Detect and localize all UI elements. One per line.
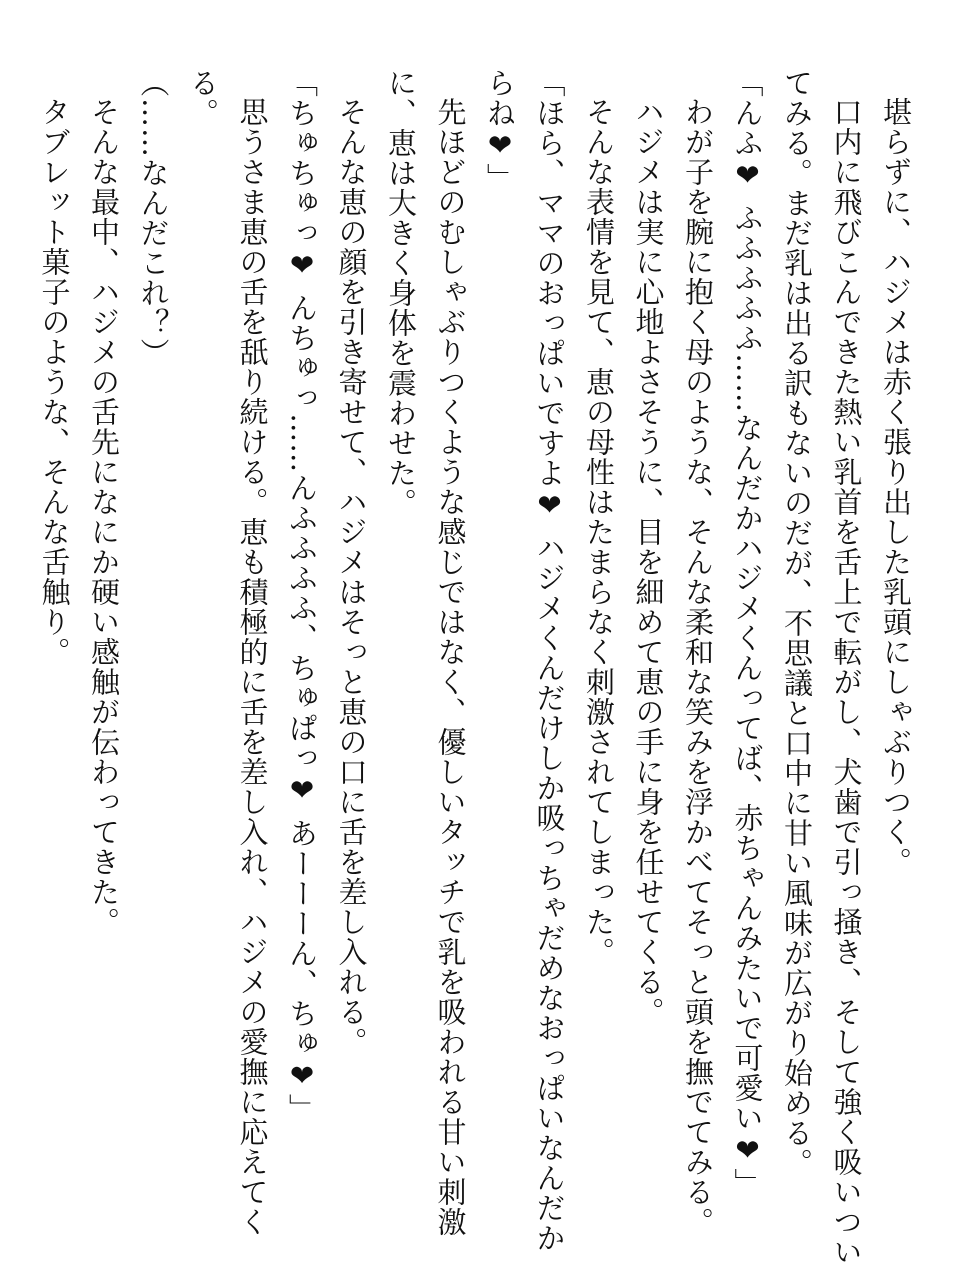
text-line-6: ハジメは実に心地よさそうに、目を細めて恵の手に身を任せてくる。 xyxy=(631,97,666,1027)
text-line-18: タブレット菓子のような、そんな舌触り。 xyxy=(37,97,72,667)
text-line-13: 「ちゅちゅっ❤ んちゅっ……んふふふふ、ちゅぱっ❤ あーーーん、ちゅ❤」 xyxy=(285,68,319,1124)
text-line-8: 「ほら、ママのおっぱいですよ❤ ハジメくんだけしか吸っちゃだめなおっぱいなんだか xyxy=(532,68,567,1254)
text-line-9: らね❤」 xyxy=(483,68,517,193)
vertical-text-body xyxy=(29,68,920,1267)
text-line-2: 口内に飛びこんできた熱い乳首を舌上で転がし、犬歯で引っ掻き、そして強く吸いつい xyxy=(829,97,864,1267)
text-line-5: わが子を腕に抱く母のような、そんな柔和な笑みを浮かべてそっと頭を撫でてみる。 xyxy=(681,97,715,1237)
text-line-17: そんな最中、ハジメの舌先になにか硬い感触が伝わってきた。 xyxy=(87,97,121,937)
text-line-16: （……なんだこれ？） xyxy=(136,68,171,368)
text-line-11: に、恵は大きく身体を震わせた。 xyxy=(384,68,418,518)
text-line-10: 先ほどのむしゃぶりつくような感じではなく、優しいタッチで乳を吸われる甘い刺激 xyxy=(433,97,468,1237)
text-line-7: そんな表情を見て、恵の母性はたまらなく刺激されてしまった。 xyxy=(582,97,616,967)
text-line-4: 「んふ❤ ふふふふふ……なんだかハジメくんってば、赤ちゃんみたいで可愛い❤」 xyxy=(730,68,765,1199)
text-line-15: る。 xyxy=(186,68,220,128)
text-line-12: そんな恵の顔を引き寄せて、ハジメはそっと恵の口に舌を差し入れる。 xyxy=(334,97,369,1057)
text-line-14: 思うさま恵の舌を舐り続ける。恵も積極的に舌を差し入れ、ハジメの愛撫に応えてく xyxy=(235,97,270,1237)
text-line-1: 堪らずに、ハジメは赤く張り出した乳頭にしゃぶりつく。 xyxy=(879,97,913,877)
text-line-3: てみる。まだ乳は出る訳もないのだが、不思議と口中に甘い風味が広がり始める。 xyxy=(780,68,814,1178)
